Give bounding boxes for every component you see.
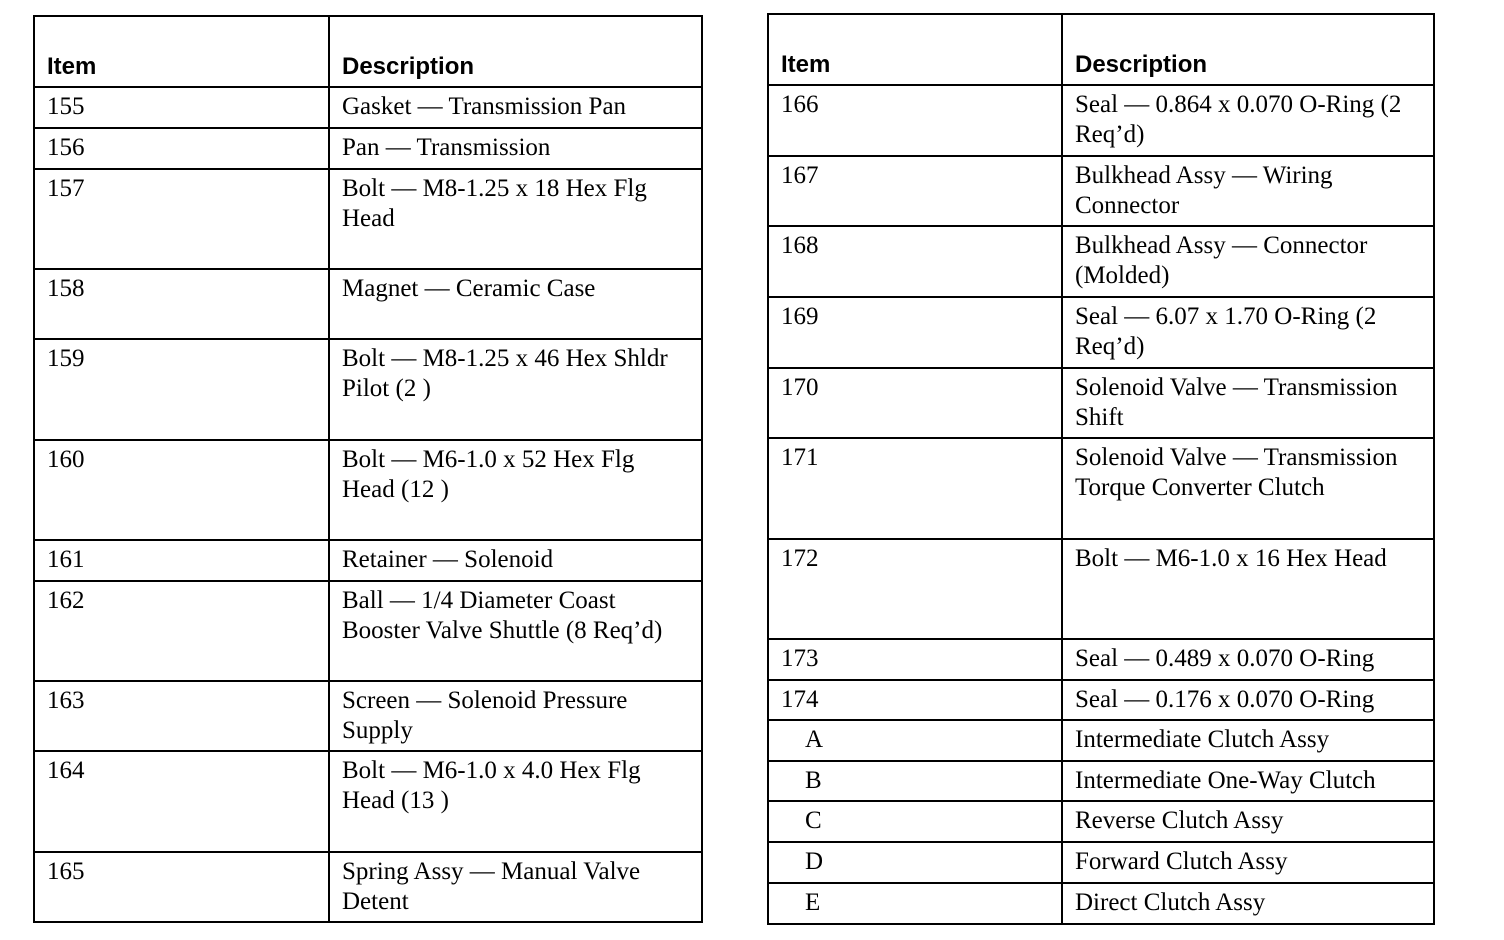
item-cell: 170	[768, 368, 1062, 438]
description-cell: Solenoid Valve — Transmission Shift	[1062, 368, 1434, 438]
description-cell: Gasket — Transmission Pan	[329, 87, 702, 128]
description-cell: Forward Clutch Assy	[1062, 842, 1434, 883]
item-cell: 172	[768, 539, 1062, 639]
item-cell: 155	[34, 87, 329, 128]
table-row	[34, 269, 702, 339]
table-row	[34, 681, 702, 751]
description-cell: Intermediate Clutch Assy	[1062, 720, 1434, 761]
item-cell: 164	[34, 751, 329, 852]
item-cell: C	[768, 801, 1062, 842]
item-cell: 169	[768, 297, 1062, 368]
item-cell: 165	[34, 852, 329, 922]
table-row	[768, 226, 1434, 297]
description-cell: Bolt — M6-1.0 x 4.0 Hex Flg Head (13 )	[329, 751, 702, 852]
description-cell: Pan — Transmission	[329, 128, 702, 169]
column-header-description: Description	[329, 16, 702, 87]
item-cell: 174	[768, 680, 1062, 720]
description-cell: Seal — 6.07 x 1.70 O-Ring (2 Req’d)	[1062, 297, 1434, 368]
description-cell: Bulkhead Assy — Wiring Connector	[1062, 156, 1434, 226]
item-cell: 171	[768, 438, 1062, 539]
item-cell: 173	[768, 639, 1062, 680]
description-cell: Direct Clutch Assy	[1062, 883, 1434, 924]
column-header-description: Description	[1062, 14, 1434, 85]
table-row	[768, 680, 1434, 720]
table-row	[34, 128, 702, 169]
description-cell: Magnet — Ceramic Case	[329, 269, 702, 339]
parts-table-right	[767, 13, 1435, 925]
item-cell: 156	[34, 128, 329, 169]
description-cell: Reverse Clutch Assy	[1062, 801, 1434, 842]
header-row	[34, 16, 702, 87]
item-cell: E	[768, 883, 1062, 924]
description-cell: Solenoid Valve — Transmission Torque Converter Clutch	[1062, 438, 1434, 539]
table-row	[34, 169, 702, 269]
header-row	[768, 14, 1434, 85]
table-row	[34, 87, 702, 128]
item-cell: 158	[34, 269, 329, 339]
table-row	[34, 540, 702, 581]
description-cell: Screen — Solenoid Pressure Supply	[329, 681, 702, 751]
table-row	[768, 156, 1434, 226]
description-cell: Bolt — M6-1.0 x 16 Hex Head	[1062, 539, 1434, 639]
item-cell: 167	[768, 156, 1062, 226]
table-row	[34, 581, 702, 681]
table-row	[768, 883, 1434, 924]
item-cell: 166	[768, 85, 1062, 156]
description-cell: Bulkhead Assy — Connector (Molded)	[1062, 226, 1434, 297]
table-row	[768, 539, 1434, 639]
item-cell: 157	[34, 169, 329, 269]
column-header-item: Item	[768, 14, 1062, 85]
table-row	[34, 339, 702, 440]
table-row	[768, 720, 1434, 761]
description-cell: Seal — 0.864 x 0.070 O-Ring (2 Req’d)	[1062, 85, 1434, 156]
item-cell: 162	[34, 581, 329, 681]
item-cell: 163	[34, 681, 329, 751]
table-row	[768, 842, 1434, 883]
description-cell: Ball — 1/4 Diameter Coast Booster Valve Shuttle (8 Req’d)	[329, 581, 702, 681]
item-cell: D	[768, 842, 1062, 883]
description-cell: Spring Assy — Manual Valve Detent	[329, 852, 702, 922]
item-cell: 161	[34, 540, 329, 581]
item-cell: 159	[34, 339, 329, 440]
description-cell: Seal — 0.489 x 0.070 O-Ring	[1062, 639, 1434, 680]
parts-table-left	[33, 15, 703, 923]
description-cell: Seal — 0.176 x 0.070 O-Ring	[1062, 680, 1434, 720]
description-cell: Retainer — Solenoid	[329, 540, 702, 581]
description-cell: Intermediate One-Way Clutch	[1062, 761, 1434, 801]
item-cell: A	[768, 720, 1062, 761]
table-row	[768, 639, 1434, 680]
description-cell: Bolt — M8-1.25 x 18 Hex Flg Head	[329, 169, 702, 269]
table-row	[34, 852, 702, 922]
table-row	[768, 297, 1434, 368]
table-row	[768, 761, 1434, 801]
table-row	[768, 85, 1434, 156]
table-row	[768, 801, 1434, 842]
table-row	[34, 440, 702, 540]
item-cell: 168	[768, 226, 1062, 297]
table-row	[34, 751, 702, 852]
item-cell: B	[768, 761, 1062, 801]
description-cell: Bolt — M6-1.0 x 52 Hex Flg Head (12 )	[329, 440, 702, 540]
table-row	[768, 438, 1434, 539]
item-cell: 160	[34, 440, 329, 540]
column-header-item: Item	[34, 16, 329, 87]
table-row	[768, 368, 1434, 438]
description-cell: Bolt — M8-1.25 x 46 Hex Shldr Pilot (2 )	[329, 339, 702, 440]
